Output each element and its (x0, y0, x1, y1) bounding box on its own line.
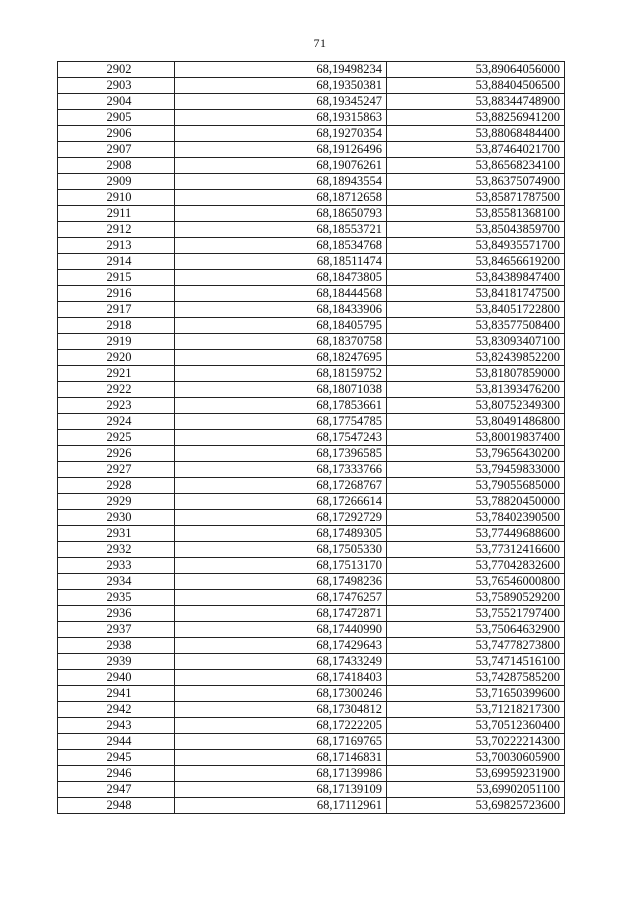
point-number-cell: 2929 (58, 494, 175, 510)
longitude-cell: 53,86375074900 (387, 174, 565, 190)
table-row (58, 414, 565, 430)
point-number-cell: 2903 (58, 78, 175, 94)
point-number-cell: 2911 (58, 206, 175, 222)
latitude-cell: 68,17396585 (175, 446, 387, 462)
longitude-cell: 53,74778273800 (387, 638, 565, 654)
table-row (58, 430, 565, 446)
table-row (58, 494, 565, 510)
point-number-cell: 2945 (58, 750, 175, 766)
longitude-cell: 53,84181747500 (387, 286, 565, 302)
latitude-cell: 68,18534768 (175, 238, 387, 254)
table-row (58, 222, 565, 238)
longitude-cell: 53,80019837400 (387, 430, 565, 446)
point-number-cell: 2930 (58, 510, 175, 526)
point-number-cell: 2921 (58, 366, 175, 382)
page-number: 71 (313, 36, 327, 50)
latitude-cell: 68,18405795 (175, 318, 387, 334)
latitude-cell: 68,18473805 (175, 270, 387, 286)
table-row (58, 126, 565, 142)
point-number-cell: 2924 (58, 414, 175, 430)
latitude-cell: 68,17222205 (175, 718, 387, 734)
table-row (58, 62, 565, 78)
table-row (58, 766, 565, 782)
table-row (58, 302, 565, 318)
table-row (58, 622, 565, 638)
table-row (58, 174, 565, 190)
latitude-cell: 68,17139986 (175, 766, 387, 782)
longitude-cell: 53,74287585200 (387, 670, 565, 686)
point-number-cell: 2932 (58, 542, 175, 558)
latitude-cell: 68,17498236 (175, 574, 387, 590)
longitude-cell: 53,87464021700 (387, 142, 565, 158)
point-number-cell: 2936 (58, 606, 175, 622)
latitude-cell: 68,18433906 (175, 302, 387, 318)
point-number-cell: 2912 (58, 222, 175, 238)
point-number-cell: 2907 (58, 142, 175, 158)
latitude-cell: 68,18943554 (175, 174, 387, 190)
point-number-cell: 2928 (58, 478, 175, 494)
point-number-cell: 2913 (58, 238, 175, 254)
latitude-cell: 68,17853661 (175, 398, 387, 414)
table-row (58, 110, 565, 126)
longitude-cell: 53,83577508400 (387, 318, 565, 334)
point-number-cell: 2934 (58, 574, 175, 590)
longitude-cell: 53,71218217300 (387, 702, 565, 718)
longitude-cell: 53,78402390500 (387, 510, 565, 526)
longitude-cell: 53,89064056000 (387, 62, 565, 78)
latitude-cell: 68,18071038 (175, 382, 387, 398)
table-row (58, 446, 565, 462)
longitude-cell: 53,78820450000 (387, 494, 565, 510)
longitude-cell: 53,83093407100 (387, 334, 565, 350)
coordinates-table-container (57, 61, 565, 814)
table-row (58, 670, 565, 686)
longitude-cell: 53,88256941200 (387, 110, 565, 126)
point-number-cell: 2917 (58, 302, 175, 318)
table-row (58, 478, 565, 494)
table-row (58, 366, 565, 382)
table-row (58, 78, 565, 94)
longitude-cell: 53,76546000800 (387, 574, 565, 590)
point-number-cell: 2940 (58, 670, 175, 686)
point-number-cell: 2919 (58, 334, 175, 350)
latitude-cell: 68,17169765 (175, 734, 387, 750)
longitude-cell: 53,84389847400 (387, 270, 565, 286)
point-number-cell: 2933 (58, 558, 175, 574)
latitude-cell: 68,17268767 (175, 478, 387, 494)
latitude-cell: 68,17472871 (175, 606, 387, 622)
table-row (58, 398, 565, 414)
longitude-cell: 53,69959231900 (387, 766, 565, 782)
latitude-cell: 68,18247695 (175, 350, 387, 366)
longitude-cell: 53,82439852200 (387, 350, 565, 366)
longitude-cell: 53,81807859000 (387, 366, 565, 382)
latitude-cell: 68,17333766 (175, 462, 387, 478)
table-row (58, 782, 565, 798)
table-row (58, 750, 565, 766)
latitude-cell: 68,17112961 (175, 798, 387, 814)
point-number-cell: 2909 (58, 174, 175, 190)
table-row (58, 254, 565, 270)
table-row (58, 510, 565, 526)
table-row (58, 190, 565, 206)
longitude-cell: 53,69825723600 (387, 798, 565, 814)
longitude-cell: 53,77042832600 (387, 558, 565, 574)
longitude-cell: 53,75064632900 (387, 622, 565, 638)
longitude-cell: 53,69902051100 (387, 782, 565, 798)
point-number-cell: 2942 (58, 702, 175, 718)
coordinates-table (57, 61, 565, 814)
longitude-cell: 53,81393476200 (387, 382, 565, 398)
latitude-cell: 68,17292729 (175, 510, 387, 526)
point-number-cell: 2914 (58, 254, 175, 270)
point-number-cell: 2938 (58, 638, 175, 654)
latitude-cell: 68,17547243 (175, 430, 387, 446)
point-number-cell: 2939 (58, 654, 175, 670)
longitude-cell: 53,88068484400 (387, 126, 565, 142)
point-number-cell: 2943 (58, 718, 175, 734)
point-number-cell: 2902 (58, 62, 175, 78)
point-number-cell: 2937 (58, 622, 175, 638)
table-row (58, 270, 565, 286)
latitude-cell: 68,17476257 (175, 590, 387, 606)
table-row (58, 574, 565, 590)
point-number-cell: 2944 (58, 734, 175, 750)
point-number-cell: 2908 (58, 158, 175, 174)
table-row (58, 542, 565, 558)
latitude-cell: 68,18650793 (175, 206, 387, 222)
latitude-cell: 68,19270354 (175, 126, 387, 142)
table-row (58, 382, 565, 398)
table-row (58, 606, 565, 622)
latitude-cell: 68,17139109 (175, 782, 387, 798)
point-number-cell: 2923 (58, 398, 175, 414)
latitude-cell: 68,19126496 (175, 142, 387, 158)
point-number-cell: 2904 (58, 94, 175, 110)
longitude-cell: 53,84051722800 (387, 302, 565, 318)
longitude-cell: 53,74714516100 (387, 654, 565, 670)
coordinates-table-body (58, 62, 565, 814)
latitude-cell: 68,18444568 (175, 286, 387, 302)
latitude-cell: 68,17304812 (175, 702, 387, 718)
latitude-cell: 68,17433249 (175, 654, 387, 670)
latitude-cell: 68,18159752 (175, 366, 387, 382)
latitude-cell: 68,17418403 (175, 670, 387, 686)
longitude-cell: 53,79656430200 (387, 446, 565, 462)
longitude-cell: 53,70030605900 (387, 750, 565, 766)
point-number-cell: 2916 (58, 286, 175, 302)
point-number-cell: 2920 (58, 350, 175, 366)
point-number-cell: 2941 (58, 686, 175, 702)
latitude-cell: 68,17266614 (175, 494, 387, 510)
longitude-cell: 53,88404506500 (387, 78, 565, 94)
table-row (58, 94, 565, 110)
table-row (58, 798, 565, 814)
latitude-cell: 68,17489305 (175, 526, 387, 542)
latitude-cell: 68,18511474 (175, 254, 387, 270)
latitude-cell: 68,17300246 (175, 686, 387, 702)
table-row (58, 654, 565, 670)
longitude-cell: 53,71650399600 (387, 686, 565, 702)
table-row (58, 526, 565, 542)
longitude-cell: 53,77449688600 (387, 526, 565, 542)
table-row (58, 206, 565, 222)
point-number-cell: 2948 (58, 798, 175, 814)
point-number-cell: 2915 (58, 270, 175, 286)
longitude-cell: 53,77312416600 (387, 542, 565, 558)
latitude-cell: 68,19498234 (175, 62, 387, 78)
point-number-cell: 2931 (58, 526, 175, 542)
point-number-cell: 2905 (58, 110, 175, 126)
longitude-cell: 53,80752349300 (387, 398, 565, 414)
point-number-cell: 2935 (58, 590, 175, 606)
table-row (58, 350, 565, 366)
longitude-cell: 53,70222214300 (387, 734, 565, 750)
longitude-cell: 53,79055685000 (387, 478, 565, 494)
point-number-cell: 2922 (58, 382, 175, 398)
table-row (58, 142, 565, 158)
table-row (58, 286, 565, 302)
table-row (58, 318, 565, 334)
table-row (58, 238, 565, 254)
table-row (58, 590, 565, 606)
point-number-cell: 2927 (58, 462, 175, 478)
point-number-cell: 2910 (58, 190, 175, 206)
point-number-cell: 2947 (58, 782, 175, 798)
latitude-cell: 68,18553721 (175, 222, 387, 238)
table-row (58, 638, 565, 654)
longitude-cell: 53,88344748900 (387, 94, 565, 110)
table-row (58, 686, 565, 702)
longitude-cell: 53,86568234100 (387, 158, 565, 174)
longitude-cell: 53,80491486800 (387, 414, 565, 430)
latitude-cell: 68,17146831 (175, 750, 387, 766)
table-row (58, 462, 565, 478)
longitude-cell: 53,75890529200 (387, 590, 565, 606)
latitude-cell: 68,18370758 (175, 334, 387, 350)
longitude-cell: 53,85871787500 (387, 190, 565, 206)
table-row (58, 702, 565, 718)
table-row (58, 334, 565, 350)
table-row (58, 718, 565, 734)
latitude-cell: 68,17505330 (175, 542, 387, 558)
table-row (58, 734, 565, 750)
longitude-cell: 53,79459833000 (387, 462, 565, 478)
longitude-cell: 53,85581368100 (387, 206, 565, 222)
longitude-cell: 53,85043859700 (387, 222, 565, 238)
point-number-cell: 2906 (58, 126, 175, 142)
latitude-cell: 68,18712658 (175, 190, 387, 206)
point-number-cell: 2925 (58, 430, 175, 446)
latitude-cell: 68,19315863 (175, 110, 387, 126)
longitude-cell: 53,84935571700 (387, 238, 565, 254)
latitude-cell: 68,19345247 (175, 94, 387, 110)
table-row (58, 558, 565, 574)
latitude-cell: 68,19350381 (175, 78, 387, 94)
point-number-cell: 2918 (58, 318, 175, 334)
table-row (58, 158, 565, 174)
latitude-cell: 68,17754785 (175, 414, 387, 430)
latitude-cell: 68,17440990 (175, 622, 387, 638)
longitude-cell: 53,84656619200 (387, 254, 565, 270)
latitude-cell: 68,17513170 (175, 558, 387, 574)
longitude-cell: 53,70512360400 (387, 718, 565, 734)
latitude-cell: 68,17429643 (175, 638, 387, 654)
point-number-cell: 2946 (58, 766, 175, 782)
longitude-cell: 53,75521797400 (387, 606, 565, 622)
point-number-cell: 2926 (58, 446, 175, 462)
latitude-cell: 68,19076261 (175, 158, 387, 174)
